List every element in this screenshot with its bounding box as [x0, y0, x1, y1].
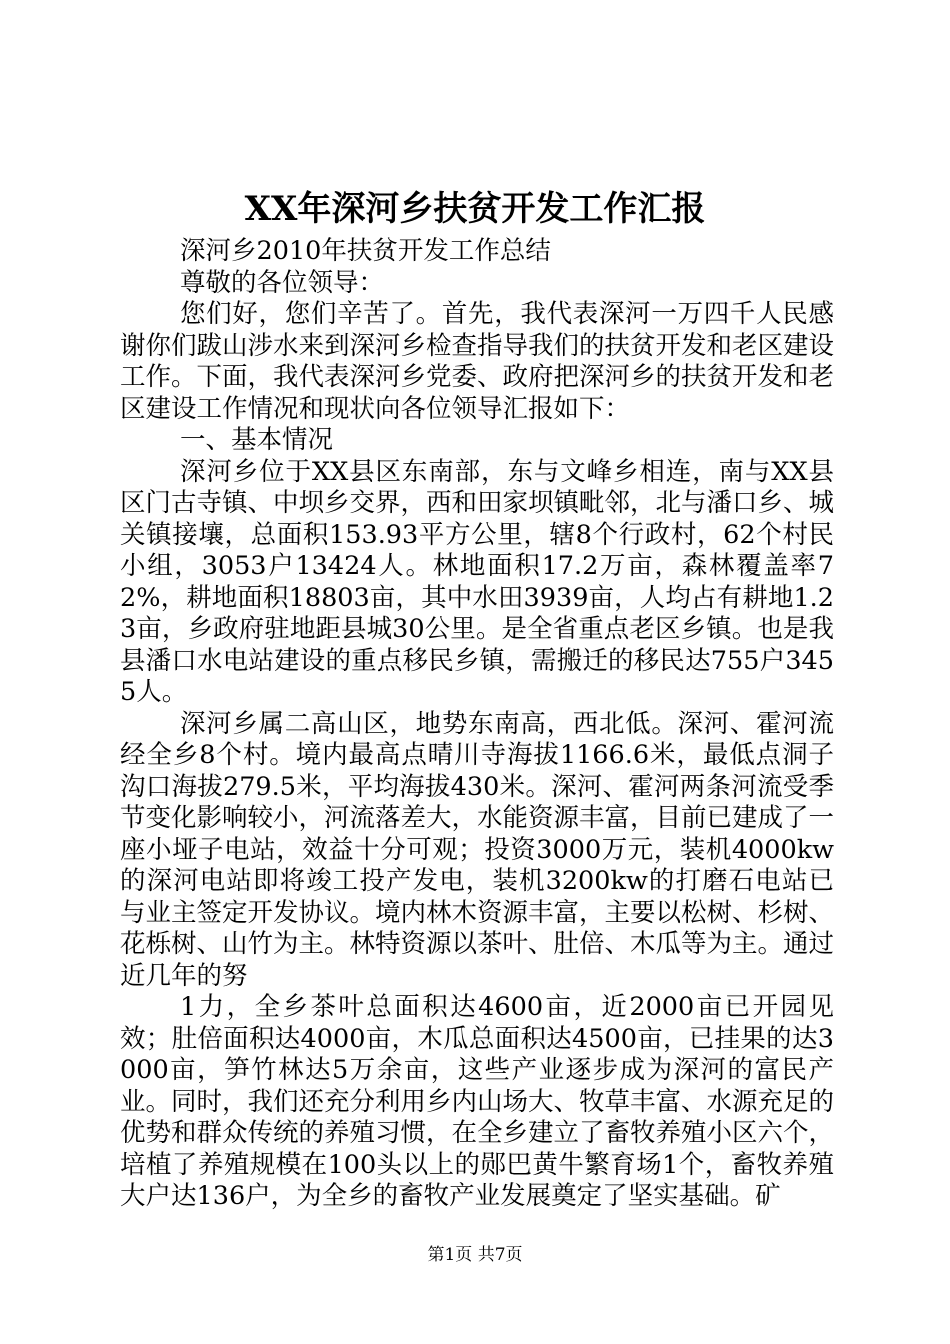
paragraph-greeting: 您们好，您们辛苦了。首先，我代表深河一万四千人民感谢你们跋山涉水来到深河乡检查指导我们的扶贫开发和老区建设工作。下面，我代表深河乡党委、政府把深河乡的扶贫开发和老区建设工作情况和现状向各位领导汇报如下： — [120, 299, 835, 424]
document-title: XX年深河乡扶贫开发工作汇报 — [244, 189, 706, 229]
section-heading-basic-info: 一、基本情况 — [180, 425, 334, 455]
page-footer: 第1页 共7页 — [427, 1245, 523, 1265]
document-body — [120, 236, 834, 1213]
paragraph-terrain: 深河乡属二高山区，地势东南高，西北低。深河、霍河流经全乡8个村。境内最高点晴川寺海拔1166.6米，最低点洞子沟口海拔279.5米，平均海拔430米。深河、霍河两条河流受季节变化影响较小，河流落差大，水能资源丰富，目前已建成了一座小垭子电站，效益十分可观；投资3000万元，装机4000kw的深河电站即将竣工投产发电，装机3200kw的打磨石电站已与业主签定开发协议。境内林木资源丰富，主要以松树、杉树、花栎树、山竹为主。林特资源以茶叶、肚倍、木瓜等为主。通过近几年的努 — [120, 708, 835, 991]
paragraph-subtitle: 深河乡2010年扶贫开发工作总结 — [180, 236, 551, 266]
paragraph-location: 深河乡位于XX县区东南部，东与文峰乡相连，南与XX县区门古寺镇、中坝乡交界，西和田家坝镇毗邻，北与潘口乡、城关镇接壤，总面积153.93平方公里，辖8个行政村，62个村民小组，3053户13424人。林地面积17.2万亩，森林覆盖率72%，耕地面积18803亩，其中水田3939亩，人均占有耕地1.23亩，乡政府驻地距县城30公里。是全省重点老区乡镇。也是我县潘口水电站建设的重点移民乡镇，需搬迁的移民达755户3455人。 — [120, 456, 835, 707]
paragraph-industry: 1力，全乡茶叶总面积达4600亩，近2000亩已开园见效；肚倍面积达4000亩，木瓜总面积达4500亩，已挂果的达3000亩，笋竹林达5万余亩，这些产业逐步成为深河的富民产业。同时，我们还充分利用乡内山场大、牧草丰富、水源充足的优势和群众传统的养殖习惯，在全乡建立了畜牧养殖小区六个，培植了养殖规模在100头以上的郧巴黄牛繁育场1个，畜牧养殖大户达136户，为全乡的畜牧产业发展奠定了坚实基础。矿 — [120, 992, 835, 1211]
paragraph-salutation: 尊敬的各位领导： — [180, 267, 385, 298]
